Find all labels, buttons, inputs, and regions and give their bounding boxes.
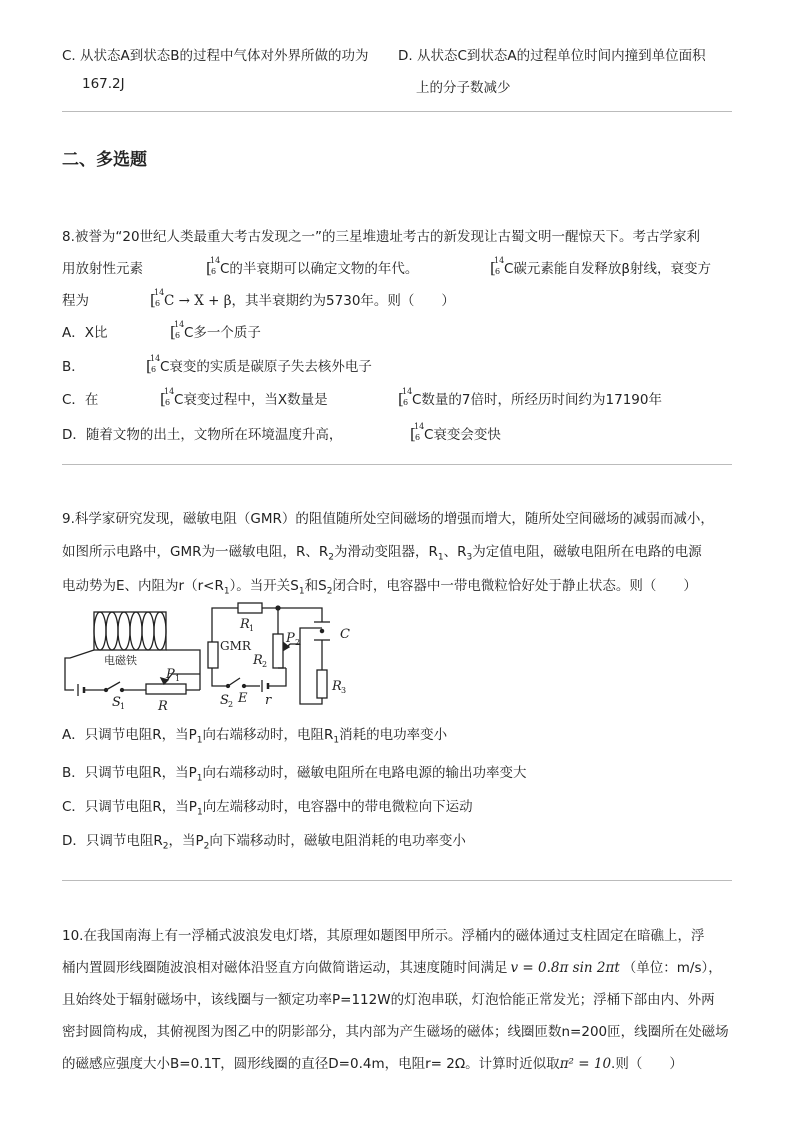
wire: [262, 608, 322, 622]
q8-stem-line2c: [ 14 6 C碳元素能自发释放β射线，衰变方: [490, 256, 712, 277]
q8-option-d-b: [ 14 6 C衰变会变快: [410, 422, 501, 443]
rheostat-r-label: R: [158, 699, 168, 714]
q7-option-d: D. 从状态C到状态A的过程单位时间内撞到单位面积: [398, 48, 706, 64]
wire: [300, 644, 322, 704]
s2-sub: 2: [228, 700, 234, 709]
carbon14-symbol: [ 14 6: [160, 387, 175, 408]
q8-option-a-b: [ 14 6 C多一个质子: [170, 320, 261, 341]
q10-stem-line3: 且始终处于辐射磁场中，该线圈与一额定功率P=112W的灯泡串联，灯泡恰能正常发光；浮桶下部由内、外两: [62, 992, 715, 1008]
wire: [212, 608, 238, 642]
q7-option-c: C. 从状态A到状态B的过程中气体对外界所做的功为: [62, 48, 369, 64]
q8-option-c: C．在: [62, 392, 99, 408]
r2-label: R: [253, 653, 263, 668]
rheostat-r: [146, 684, 186, 694]
wire: [65, 650, 94, 690]
divider: [62, 464, 732, 465]
q9-option-c: C．只调节电阻R，当$P_1$向左端移动时，电容器中的带电微粒向下运动: [62, 799, 473, 818]
q10-stem-line2: 桶内置圆形线圈随波浪相对磁体沿竖直方向做简谐运动，其速度随时间满足 v = 0.8π sin 2πt （单位：m/s），: [62, 960, 722, 976]
carbon14-symbol: [ 14 6: [170, 320, 185, 341]
r3-sub: 3: [341, 686, 347, 695]
emf-label: E: [238, 691, 248, 706]
r2-sub: 2: [262, 660, 268, 669]
switch-s2: [228, 678, 240, 686]
internal-r-label: r: [265, 693, 272, 708]
q8-stem-line2b: [ 14 6 C的半衰期可以确定文物的年代。: [206, 256, 419, 277]
r1-label: R: [240, 617, 250, 632]
electromagnet-label: 电磁铁: [104, 654, 137, 667]
q8-stem-line1: 8.被誉为“20世纪人类最重大考古发现之一”的三星堆遗址考古的新发现让古蜀文明一醒惊天下。考古学家利: [62, 229, 701, 245]
r1-sub: 1: [249, 624, 255, 633]
q9-option-b: B．只调节电阻R，当$P_1$向右端移动时，磁敏电阻所在电路电源的输出功率变大: [62, 765, 527, 784]
q10-stem-line4: 密封圆筒构成，其俯视图为图乙中的阴影部分，其内部为产生磁场的磁体；线圈匝数n=200匝，线圈所在处磁场: [62, 1024, 729, 1040]
q10-stem-line5: 的磁感应强度大小B=0.1T，圆形线圈的直径D=0.4m，电阻r= 2Ω。计算时近似取π² = 10.则（ ）: [62, 1056, 683, 1072]
section-title: 二、多选题: [62, 150, 147, 170]
electromagnet-coil: [94, 612, 166, 650]
q8-stem-line2: 用放射性元素: [62, 261, 143, 277]
carbon14-symbol: [ 14 6: [206, 256, 221, 277]
q7-option-d-cont: 上的分子数减少: [416, 80, 511, 96]
s1-sub: 1: [120, 702, 126, 711]
q9-stem-line3: 电动势为E、内阻为$r(r<R_1)$。当开关$S_1$和$S_2$闭合时，电容器中一带电微粒恰好处于静止状态。则（ ）: [62, 578, 697, 597]
q9-stem-line1: 9.科学家研究发现，磁敏电阻（GMR）的阻值随所处空间磁场的增强而增大，随所处空间磁场的减弱而减小，: [62, 511, 714, 527]
q8-option-b-b: [ 14 6 C衰变的实质是碳原子失去核外电子: [146, 354, 372, 375]
wire: [212, 668, 228, 686]
divider: [62, 880, 732, 881]
q8-option-b: B．: [62, 359, 85, 375]
q9-stem-line2: 如图所示电路中，GMR为一磁敏电阻，R、$R_2$为滑动变阻器，$R_1$、$R_3$为定值电阻，磁敏电阻所在电路的电源: [62, 544, 702, 563]
gmr-resistor: [208, 642, 218, 668]
carbon14-symbol: [ 14 6: [146, 354, 161, 375]
s2-label: S: [220, 693, 229, 708]
q8-option-c-b: [ 14 6 C衰变过程中，当X数量是: [160, 387, 328, 408]
carbon14-symbol: [ 14 6: [398, 387, 413, 408]
q8-option-a: A．X比: [62, 325, 108, 341]
q8-option-c-c: [ 14 6 C数量的7倍时，所经历时间约为17190年: [398, 387, 662, 408]
capacitor-label: C: [340, 627, 350, 642]
divider: [62, 111, 732, 112]
q7-option-c-cont: 167.2J: [82, 76, 125, 92]
q9-circuit-diagram: [60, 598, 370, 714]
resistor-r1: [238, 603, 262, 613]
rheostat-r2: [273, 634, 283, 668]
q8-stem-line3: 程为: [62, 293, 89, 309]
p2-sub: 2: [295, 638, 301, 647]
r3-label: R: [332, 679, 342, 694]
q9-option-a: A．只调节电阻R，当$P_1$向右端移动时，电阻$R_1$消耗的电功率变小: [62, 727, 448, 746]
s1-label: S: [112, 695, 121, 710]
resistor-r3: [317, 670, 327, 698]
q9-option-d: D．只调节电阻$R_2$，当$P_2$向下端移动时，磁敏电阻消耗的电功率变小: [62, 833, 466, 852]
wire: [268, 668, 286, 686]
charged-particle: [320, 629, 323, 632]
q8-equation: [ 14 6 C → X + β，其半衰期约为5730年。则（ ）: [150, 288, 455, 309]
switch-s1: [106, 682, 120, 690]
q8-option-d: D．随着文物的出土，文物所在环境温度升高，: [62, 427, 343, 443]
p2-label: P: [286, 631, 295, 646]
p1-label: P: [166, 667, 175, 682]
carbon14-symbol: [ 14 6: [150, 288, 165, 309]
carbon14-symbol: [ 14 6: [490, 256, 505, 277]
carbon14-symbol: [ 14 6: [410, 422, 425, 443]
q10-stem-line1: 10.在我国南海上有一浮桶式波浪发电灯塔，其原理如题图甲所示。浮桶内的磁体通过支柱固定在暗礁上，浮: [62, 928, 705, 944]
p1-sub: 1: [175, 674, 181, 683]
gmr-label: GMR: [220, 639, 251, 653]
